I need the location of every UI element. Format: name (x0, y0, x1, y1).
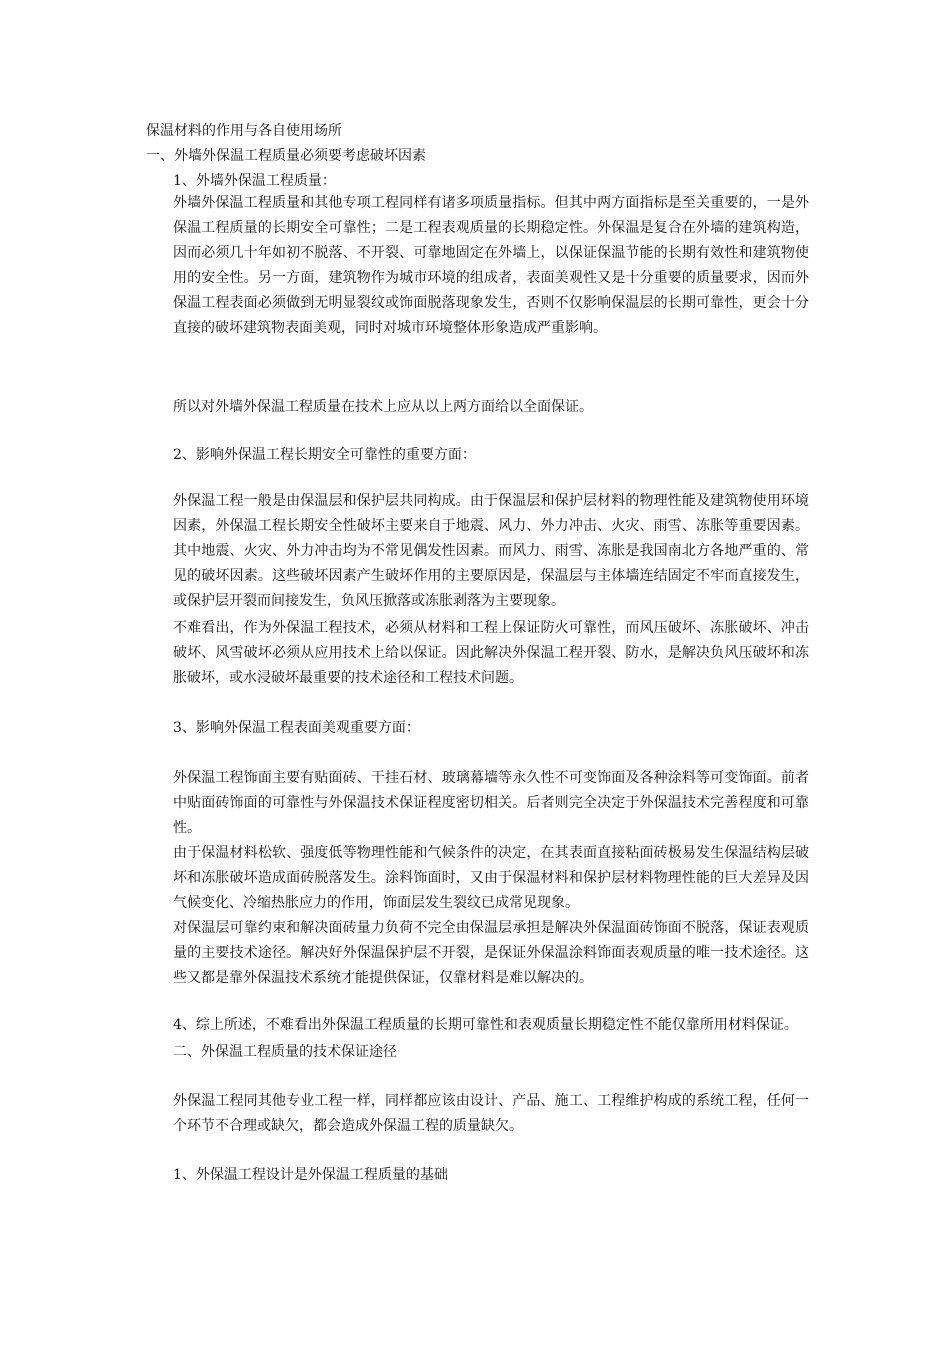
item-1-paragraph: 外墙外保温工程质量和其他专项工程同样有诸多项质量指标。但其中两方面指标是至关重要的，一是外保温工程质量的长期安全可靠性；二是工程表观质量的长期稳定性。外保温是复合在外墙的建筑构造，因而必须几十年如初不脱落、不开裂、可靠地固定在外墙上，以保证保温节能的长期有效性和建筑物使用的安全性。另一方面，建筑物作为城市环境的组成者，表面美观性又是十分重要的质量要求，因而外保温工程表面必须做到无明显裂纹或饰面脱落现象发生，否则不仅影响保温层的长期可靠性，更会十分直接的破坏建筑物表面美观，同时对城市环境整体形象造成严重影响。 (173, 195, 809, 336)
item-2-heading: 2、影响外保温工程长期安全可靠性的重要方面： (173, 447, 476, 463)
section-2-item-1-heading: 1、外保温工程设计是外保温工程质量的基础 (173, 1167, 448, 1183)
section-2-heading: 二、外保温工程质量的技术保证途径 (173, 1044, 397, 1060)
item-2-paragraph-2: 不难看出，作为外保温工程技术，必须从材料和工程上保证防火可靠性，而风压破坏、冻胀破坏、冲击破坏、风雪破坏必须从应用技术上给以保证。因此解决外保温工程开裂、防水，是解决负风压破坏和冻胀破坏，或水浸破坏最重要的技术途径和工程技术问题。 (173, 620, 809, 686)
document-title: 保温材料的作用与各自使用场所 (146, 123, 342, 139)
item-1-conclusion: 所以对外墙外保温工程质量在技术上应从以上两方面给以全面保证。 (173, 399, 593, 415)
item-2-paragraph-1: 外保温工程一般是由保温层和保护层共同构成。由于保温层和保护层材料的物理性能及建筑物使用环境因素，外保温工程长期安全性破坏主要来自于地震、风力、外力冲击、火灾、雨雪、冻胀等重要因素。其中地震、火灾、外力冲击均为不常见偶发性因素。而风力、雨雪、冻胀是我国南北方各地严重的、常见的破坏因素。这些破坏因素产生破坏作用的主要原因是，保温层与主体墙连结固定不牢而直接发生，或保护层开裂而间接发生，负风压掀落或冻胀剥落为主要现象。 (173, 493, 809, 609)
item-3-paragraph-2: 由于保温材料松软、强度低等物理性能和气候条件的决定，在其表面直接粘面砖极易发生保温结构层破坏和冻胀破坏造成面砖脱落发生。涂料饰面时，又由于保温材料和保护层材料物理性能的巨大差异及因气候变化、冷缩热胀应力的作用，饰面层发生裂纹已成常见现象。 (173, 845, 809, 911)
item-3-paragraph-1: 外保温工程饰面主要有贴面砖、干挂石材、玻璃幕墙等永久性不可变饰面及各种涂料等可变饰面。前者中贴面砖饰面的可靠性与外保温技术保证程度密切相关。后者则完全决定于外保温技术完善程度和可靠性。 (173, 770, 809, 836)
item-3-paragraph-3: 对保温层可靠约束和解决面砖量力负荷不完全由保温层承担是解决外保温面砖饰面不脱落，保证表观质量的主要技术途径。解决好外保温保护层不开裂，是保证外保温涂料饰面表观质量的唯一技术途径。这些又都是靠外保温技术系统才能提供保证，仅靠材料是难以解决的。 (173, 920, 809, 986)
item-4-summary: 4、综上所述，不难看出外保温工程质量的长期可靠性和表观质量长期稳定性不能仅靠所用材料保证。 (173, 1017, 798, 1033)
section-2-paragraph: 外保温工程同其他专业工程一样，同样都应该由设计、产品、施工、工程维护构成的系统工程，任何一个环节不合理或缺欠，都会造成外保温工程的质量缺欠。 (173, 1093, 809, 1134)
item-3-heading: 3、影响外保温工程表面美观重要方面： (173, 720, 420, 736)
section-1-heading: 一、外墙外保温工程质量必须要考虑破坏因素 (146, 148, 426, 164)
item-1-heading: 1、外墙外保温工程质量： (173, 173, 336, 189)
